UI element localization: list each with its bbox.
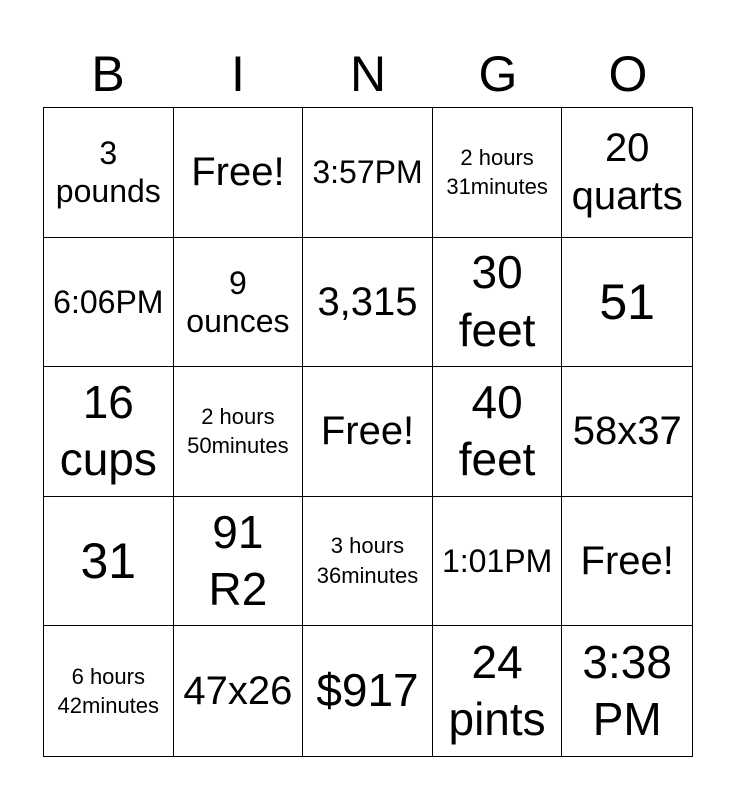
bingo-cell[interactable]: 2 hours 50minutes xyxy=(174,367,304,497)
bingo-cell[interactable]: 58x37 xyxy=(562,367,692,497)
bingo-cell[interactable]: 3,315 xyxy=(303,238,433,368)
bingo-cell[interactable]: 51 xyxy=(562,238,692,368)
bingo-cell[interactable]: 6 hours 42minutes xyxy=(44,626,174,756)
bingo-cell[interactable]: 3 hours 36minutes xyxy=(303,497,433,627)
bingo-cell-free[interactable]: Free! xyxy=(303,367,433,497)
bingo-cell[interactable]: 3:38 PM xyxy=(582,635,672,746)
bingo-cell[interactable]: 47x26 xyxy=(174,626,304,756)
bingo-cell-free[interactable]: Free! xyxy=(174,108,304,238)
bingo-cell[interactable]: 20 quarts xyxy=(562,108,692,238)
bingo-cell[interactable]: 6:06PM xyxy=(44,238,174,368)
bingo-cell[interactable]: 91 R2 xyxy=(174,497,304,627)
header-letter-b: B xyxy=(91,46,125,102)
bingo-board xyxy=(43,107,693,757)
bingo-cell[interactable]: 40 feet xyxy=(433,367,563,497)
bingo-cell[interactable]: 30 feet xyxy=(433,238,563,368)
bingo-cell[interactable]: 3 pounds xyxy=(44,108,174,238)
bingo-cell[interactable]: 9 ounces xyxy=(174,238,304,368)
header-letter-i: I xyxy=(231,46,245,102)
bingo-cell-free[interactable]: Free! xyxy=(562,497,692,627)
bingo-cell[interactable]: $917 xyxy=(303,626,433,756)
bingo-cell[interactable]: 1:01PM xyxy=(433,497,563,627)
bingo-cell[interactable]: 24 pints xyxy=(433,626,563,756)
header-letter-o: O xyxy=(608,46,648,102)
header-letter-n: N xyxy=(349,46,387,102)
bingo-cell[interactable]: 31 xyxy=(44,497,174,627)
bingo-header xyxy=(43,42,693,106)
header-letter-g: G xyxy=(478,46,518,102)
bingo-cell[interactable]: 16 cups xyxy=(44,367,174,497)
bingo-cell[interactable]: 2 hours 31minutes xyxy=(433,108,563,238)
bingo-cell[interactable]: 3:57PM xyxy=(303,108,433,238)
